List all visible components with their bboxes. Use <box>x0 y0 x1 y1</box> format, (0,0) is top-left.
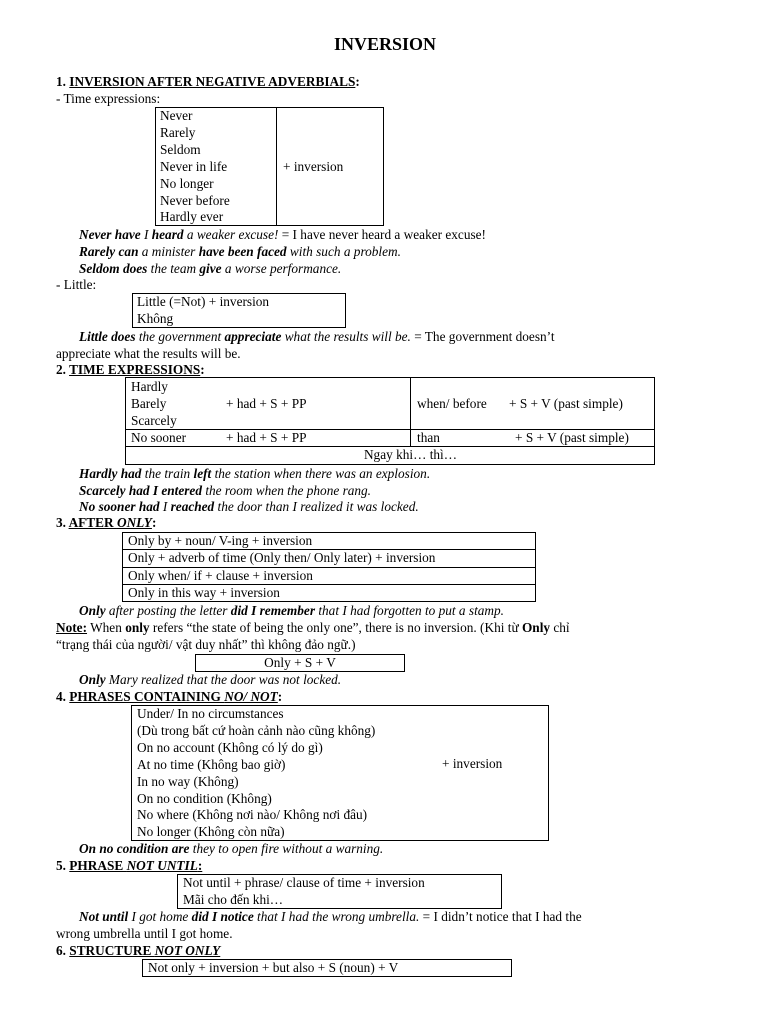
heading-colon: : <box>277 689 283 704</box>
example-part: the government <box>138 329 225 344</box>
example-sentence <box>79 841 383 858</box>
rule-line: Not until + phrase/ clause of time + inversion <box>183 875 425 890</box>
example-sentence <box>79 499 419 516</box>
section-title-emphasis: NO/ NOT <box>224 689 278 704</box>
section-title <box>69 515 152 530</box>
note-text: When <box>87 620 126 635</box>
heading-colon: : <box>197 858 203 873</box>
section-number: 1. <box>56 74 70 89</box>
section-title <box>69 858 202 873</box>
example-part: with such a problem. <box>289 244 401 259</box>
not-until-rule <box>183 875 425 909</box>
note-text: chỉ <box>550 620 570 635</box>
example-sentence <box>79 603 504 620</box>
section-title-emphasis: NOT UNTIL <box>126 858 198 873</box>
example-sentence <box>79 672 341 689</box>
table-col-divider <box>410 377 411 446</box>
time-expression-list <box>160 108 230 226</box>
page-title: INVERSION <box>333 34 437 54</box>
not-only-rule: Not only + inversion + but also + S (noun) + V <box>148 960 399 975</box>
table-row: Only by + noun/ V-ing + inversion <box>128 533 313 548</box>
example-part: the station when there was an explosion. <box>214 466 431 481</box>
list-item: Never before <box>160 192 230 208</box>
table-row-words <box>131 379 177 430</box>
list-item: Hardly <box>131 379 168 394</box>
section-number: 3. <box>56 515 69 530</box>
example-part: Only <box>79 672 109 687</box>
example-translation: = I have never heard a weaker excuse! <box>278 227 486 242</box>
example-part: On no condition are <box>79 841 193 856</box>
section-title-text: AFTER <box>68 515 117 530</box>
table-cell-tail: + S + V (past simple) <box>515 430 629 445</box>
example-sentence <box>79 466 430 483</box>
inversion-rule: + inversion <box>442 756 503 771</box>
table-cell-word: No sooner <box>131 430 187 445</box>
list-item: No longer (Không còn nữa) <box>137 824 285 840</box>
table-row: Only when/ if + clause + inversion <box>128 568 313 583</box>
example-part: appreciate <box>224 329 285 344</box>
example-part: Never have <box>79 227 144 242</box>
example-part: have been faced <box>198 244 290 259</box>
rule-meaning: Không <box>137 310 174 326</box>
example-part: Only <box>79 603 109 618</box>
list-item: No where (Không nơi nào/ Không nơi đâu) <box>137 807 368 823</box>
section-title-text: PHRASES CONTAINING <box>69 689 225 704</box>
list-item: Under/ In no circumstances <box>137 706 284 721</box>
example-part: did I remember <box>230 603 319 618</box>
section-number: 2. <box>56 362 70 377</box>
example-part: I <box>162 499 171 514</box>
example-part: reached <box>170 499 218 514</box>
example-sentence <box>79 329 555 346</box>
list-item: Never in life <box>160 158 228 174</box>
list-item: In no way (Không) <box>137 773 239 789</box>
table-cell-rule: + had + S + PP <box>226 430 307 445</box>
example-part: that I had the wrong umbrella. <box>257 909 420 924</box>
example-sentence <box>79 483 371 500</box>
section-title: TIME EXPRESSIONS <box>69 362 201 377</box>
rule-line: Little (=Not) + inversion <box>137 294 270 309</box>
list-item: Scarcely <box>131 412 177 428</box>
example-sentence <box>79 909 582 926</box>
heading-colon: : <box>151 515 157 530</box>
list-item: Barely <box>131 395 167 411</box>
example-part: they to open fire without a warning. <box>192 841 384 856</box>
time-expressions-label: - Time expressions: <box>56 91 161 106</box>
section-title-text: STRUCTURE <box>69 943 155 958</box>
no-not-phrase-list <box>137 706 375 841</box>
example-translation: = I didn’t notice that I had the <box>419 909 582 924</box>
list-item: Hardly ever <box>160 209 224 225</box>
table-divider <box>276 107 277 226</box>
example-part: No sooner had <box>79 499 163 514</box>
example-part: the room when the phone rang. <box>205 483 372 498</box>
section-6-heading <box>56 943 220 960</box>
example-part: Seldom does <box>79 261 151 276</box>
table-cell-tail: + S + V (past simple) <box>509 396 623 411</box>
little-rule <box>137 294 269 328</box>
inversion-rule: + inversion <box>283 159 344 174</box>
note-label: Note: <box>56 620 88 635</box>
note-keyword: Only <box>521 620 551 635</box>
list-item: Rarely <box>160 124 196 140</box>
little-label: - Little: <box>56 277 97 292</box>
example-sentence <box>79 227 486 244</box>
section-number: 5. <box>56 858 70 873</box>
table-row: Only in this way + inversion <box>128 585 280 600</box>
list-item: (Dù trong bất cứ hoàn cảnh nào cũng không) <box>137 722 376 738</box>
example-part: Little does <box>79 329 139 344</box>
example-part: a worse performance. <box>224 261 342 276</box>
example-part: Mary realized that the door was not locked. <box>108 672 342 687</box>
list-item: At no time (Không bao giờ) <box>137 756 286 772</box>
note-paragraph-continued: “trạng thái của người/ vật duy nhất” thì không đảo ngữ.) <box>56 637 356 652</box>
section-4-heading <box>56 689 282 706</box>
example-part: Scarcely had I entered <box>79 483 206 498</box>
heading-colon: : <box>200 362 205 377</box>
example-part: the team <box>150 261 200 276</box>
example-part: I <box>143 227 152 242</box>
section-title: INVERSION AFTER NEGATIVE ADVERBIALS <box>69 74 356 89</box>
table-meaning: Ngay khi… thì… <box>363 447 458 462</box>
example-sentence <box>79 244 401 261</box>
example-part: left <box>193 466 215 481</box>
rule-meaning: Mãi cho đến khi… <box>183 891 284 907</box>
note-keyword: only <box>125 620 150 635</box>
table-cell-rule: + had + S + PP <box>226 396 307 411</box>
note-paragraph <box>56 620 570 637</box>
heading-colon: : <box>355 74 360 89</box>
example-part: Rarely can <box>79 244 142 259</box>
section-1-heading <box>56 74 360 91</box>
section-title-text: PHRASE <box>69 858 127 873</box>
example-part: a weaker excuse! <box>186 227 279 242</box>
example-part: Not until <box>79 909 132 924</box>
example-part: the train <box>144 466 194 481</box>
example-part: that I had forgotten to put a stamp. <box>318 603 504 618</box>
section-number: 6. <box>56 943 70 958</box>
example-part: I got home <box>131 909 192 924</box>
section-title <box>69 943 220 958</box>
list-item: Never <box>160 108 193 123</box>
example-part: a minister <box>141 244 199 259</box>
example-translation-continued: wrong umbrella until I got home. <box>56 926 233 941</box>
list-item: No longer <box>160 175 214 191</box>
list-item: Seldom <box>160 141 201 157</box>
list-item: On no condition (Không) <box>137 790 272 806</box>
table-cell-conjunction: than <box>417 430 440 445</box>
note-rule: Only + S + V <box>264 655 336 670</box>
example-part: Hardly had <box>79 466 145 481</box>
example-sentence <box>79 261 341 278</box>
note-text: refers “the state of being the only one”, there is no inversion. (Khi từ <box>149 620 522 635</box>
example-part: what the results will be. <box>284 329 411 344</box>
section-number: 4. <box>56 689 70 704</box>
section-5-heading <box>56 858 202 875</box>
section-3-heading <box>56 515 156 532</box>
table-row: Only + adverb of time (Only then/ Only later) + inversion <box>128 550 436 565</box>
example-part: did I notice <box>191 909 258 924</box>
section-title-emphasis: ONLY <box>116 515 152 530</box>
table-cell-conjunction: when/ before <box>417 396 487 411</box>
example-part: give <box>199 261 225 276</box>
section-title-emphasis: NOT ONLY <box>154 943 221 958</box>
example-translation-continued: appreciate what the results will be. <box>56 346 241 361</box>
list-item: On no account (Không có lý do gì) <box>137 739 323 755</box>
example-translation: = The government doesn’t <box>410 329 555 344</box>
example-part: after posting the letter <box>108 603 231 618</box>
example-part: heard <box>151 227 187 242</box>
section-title <box>69 689 277 704</box>
example-part: the door than I realized it was locked. <box>217 499 419 514</box>
